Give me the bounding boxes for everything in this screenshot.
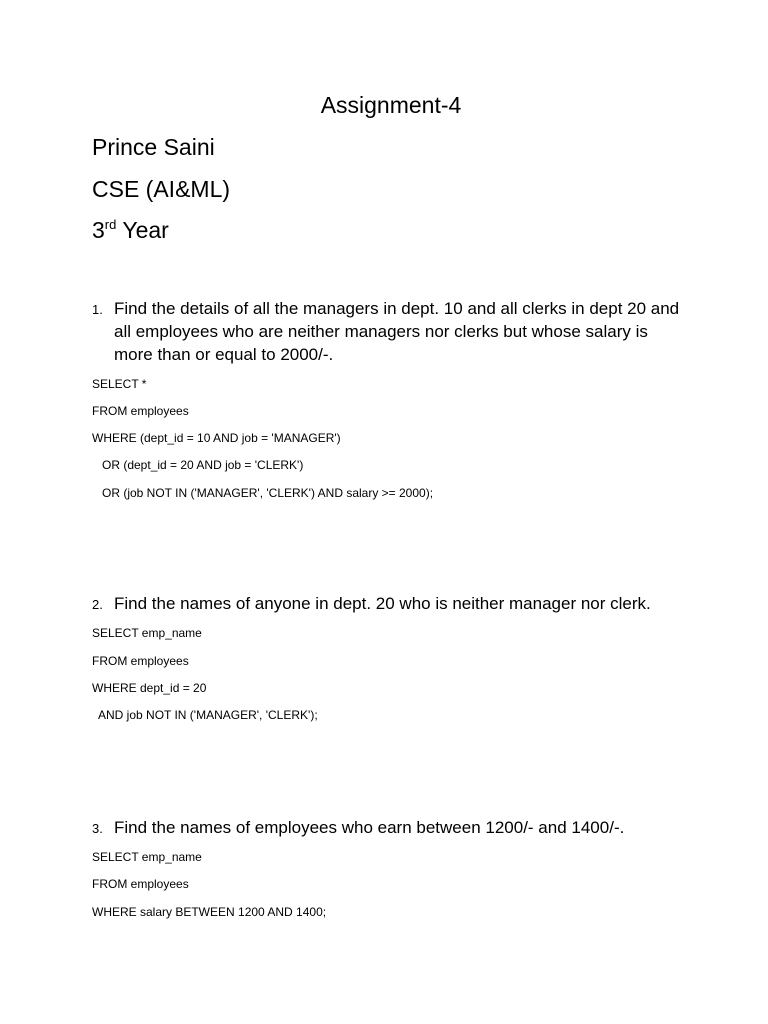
- code-line: SELECT emp_name: [92, 626, 202, 640]
- question-number: 3.: [92, 821, 103, 836]
- year-word: Year: [116, 217, 169, 243]
- year-number: 3: [92, 217, 105, 243]
- code-line: WHERE salary BETWEEN 1200 AND 1400;: [92, 905, 327, 919]
- question-3: [92, 816, 682, 839]
- code-line: OR (dept_id = 20 AND job = 'CLERK'): [92, 458, 304, 472]
- question-text: Find the names of anyone in dept. 20 who is neither manager nor clerk.: [114, 594, 651, 613]
- question-number: 2.: [92, 597, 103, 612]
- question-text: Find the names of employees who earn between 1200/- and 1400/-.: [114, 818, 625, 837]
- code-line: WHERE dept_id = 20: [92, 681, 207, 695]
- code-line: OR (job NOT IN ('MANAGER', 'CLERK') AND salary >= 2000);: [92, 486, 434, 500]
- code-line: SELECT emp_name: [92, 850, 202, 864]
- code-line: FROM employees: [92, 654, 189, 668]
- code-line: SELECT *: [92, 377, 147, 391]
- code-line: WHERE (dept_id = 10 AND job = 'MANAGER'): [92, 431, 341, 445]
- student-name: Prince Saini: [92, 134, 215, 160]
- code-line: FROM employees: [92, 404, 189, 418]
- document-title: Assignment-4: [320, 92, 462, 118]
- question-text: Find the details of all the managers in dept. 10 and all clerks in dept 20 and all employees who are neither managers nor clerks but whose salary is more than or equal to 2000/-.: [114, 299, 680, 364]
- code-line: FROM employees: [92, 877, 189, 891]
- question-2: [92, 592, 682, 615]
- student-branch: CSE (AI&ML): [92, 176, 231, 202]
- question-1: [92, 297, 682, 366]
- year-suffix: rd: [104, 217, 117, 232]
- student-year: [92, 215, 169, 245]
- question-number: 1.: [92, 302, 103, 317]
- code-line: AND job NOT IN ('MANAGER', 'CLERK');: [92, 708, 318, 722]
